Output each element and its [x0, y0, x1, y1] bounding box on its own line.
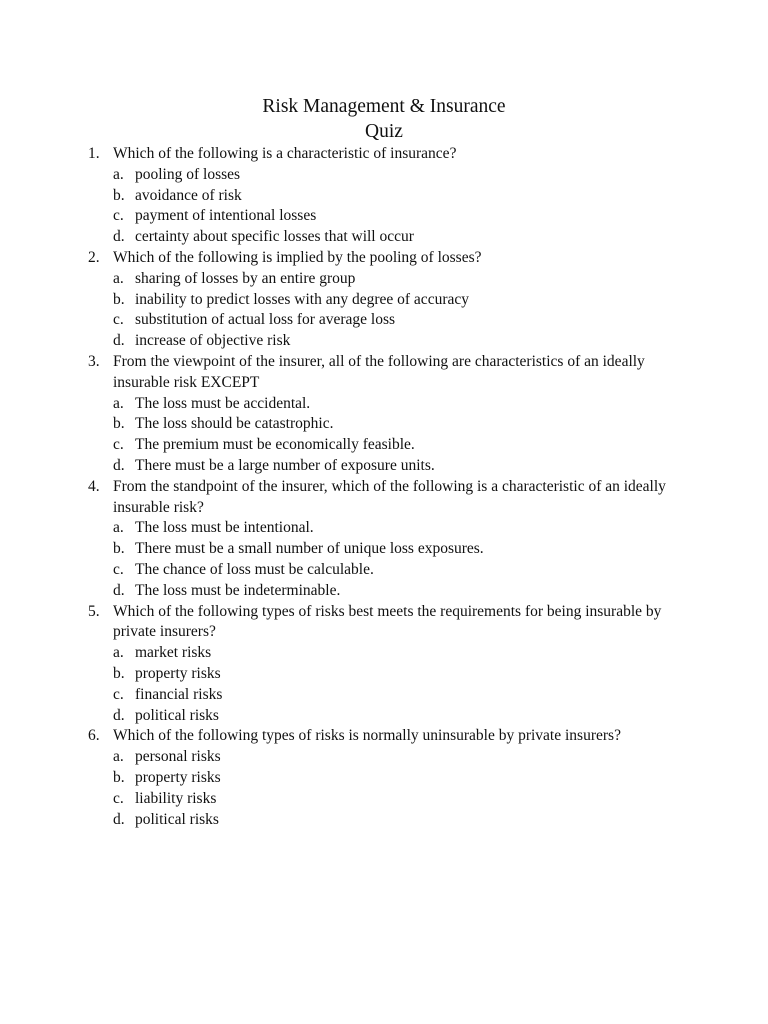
option-a	[113, 747, 688, 768]
option-label: d.	[113, 706, 125, 724]
option-list	[88, 394, 688, 477]
option-text: The loss must be accidental.	[135, 394, 311, 412]
option-text: financial risks	[135, 685, 223, 703]
option-text: substitution of actual loss for average loss	[135, 311, 396, 329]
document-title: Risk Management & Insurance	[262, 96, 506, 117]
option-d	[113, 706, 688, 727]
option-a	[113, 394, 688, 415]
option-text: There must be a large number of exposure units.	[135, 456, 435, 474]
option-d	[113, 227, 688, 248]
question-text: Which of the following types of risks best meets the requirements for being insurable by private insurers?	[113, 602, 662, 641]
option-label: a.	[113, 165, 124, 183]
question-text: From the standpoint of the insurer, which of the following is a characteristic of an ideally insurable risk?	[113, 477, 666, 516]
option-a	[113, 643, 688, 664]
option-b	[113, 768, 688, 789]
option-d	[113, 456, 688, 477]
question-text: Which of the following types of risks is normally uninsurable by private insurers?	[113, 727, 621, 745]
option-text: political risks	[135, 706, 219, 724]
option-c	[113, 206, 688, 227]
option-label: d.	[113, 581, 125, 599]
option-label: d.	[113, 332, 125, 350]
question-text: From the viewpoint of the insurer, all of the following are characteristics of an ideally insurable risk EXCEPT	[113, 352, 645, 391]
option-b	[113, 539, 688, 560]
option-c	[113, 789, 688, 810]
option-b	[113, 414, 688, 435]
question-4	[88, 477, 688, 602]
question-number: 4.	[88, 477, 100, 495]
option-label: c.	[113, 436, 124, 454]
option-label: b.	[113, 664, 125, 682]
option-text: personal risks	[135, 748, 221, 766]
option-d	[113, 581, 688, 602]
option-text: The loss should be catastrophic.	[135, 415, 334, 433]
option-text: pooling of losses	[135, 165, 241, 183]
option-label: c.	[113, 685, 124, 703]
option-label: a.	[113, 519, 124, 537]
question-number: 6.	[88, 727, 100, 745]
option-list	[88, 518, 688, 601]
option-c	[113, 435, 688, 456]
option-text: certainty about specific losses that will occur	[135, 228, 414, 246]
option-text: liability risks	[135, 789, 217, 807]
option-text: There must be a small number of unique loss exposures.	[135, 540, 484, 558]
option-text: sharing of losses by an entire group	[135, 269, 356, 287]
option-list	[88, 747, 688, 830]
option-c	[113, 310, 688, 331]
option-text: The loss must be indeterminable.	[135, 581, 341, 599]
question-5	[88, 602, 688, 727]
document-subtitle: Quiz	[365, 121, 403, 142]
option-label: b.	[113, 540, 125, 558]
option-list	[88, 643, 688, 726]
option-a	[113, 518, 688, 539]
option-text: The loss must be intentional.	[135, 519, 314, 537]
question-text: Which of the following is implied by the pooling of losses?	[113, 248, 482, 266]
question-list	[88, 144, 688, 830]
option-label: b.	[113, 186, 125, 204]
option-b	[113, 290, 688, 311]
option-c	[113, 685, 688, 706]
question-2	[88, 248, 688, 352]
option-text: The premium must be economically feasible.	[135, 436, 415, 454]
option-text: avoidance of risk	[135, 186, 242, 204]
option-label: a.	[113, 748, 124, 766]
option-text: political risks	[135, 810, 219, 828]
option-list	[88, 165, 688, 248]
option-c	[113, 560, 688, 581]
option-label: b.	[113, 415, 125, 433]
option-text: increase of objective risk	[135, 332, 291, 350]
option-label: d.	[113, 228, 125, 246]
question-1	[88, 144, 688, 248]
question-number: 5.	[88, 602, 100, 620]
question-number: 3.	[88, 352, 100, 370]
option-b	[113, 186, 688, 207]
question-6	[88, 726, 688, 830]
option-list	[88, 269, 688, 352]
option-text: market risks	[135, 644, 212, 662]
option-label: c.	[113, 560, 124, 578]
option-label: c.	[113, 789, 124, 807]
option-label: c.	[113, 207, 124, 225]
option-label: a.	[113, 394, 124, 412]
option-text: The chance of loss must be calculable.	[135, 560, 374, 578]
option-text: inability to predict losses with any degree of accuracy	[135, 290, 469, 308]
option-text: property risks	[135, 768, 221, 786]
option-text: property risks	[135, 664, 221, 682]
question-3	[88, 352, 688, 477]
option-text: payment of intentional losses	[135, 207, 317, 225]
option-label: d.	[113, 456, 125, 474]
option-label: c.	[113, 311, 124, 329]
question-number: 1.	[88, 145, 100, 162]
option-label: a.	[113, 644, 124, 662]
question-number: 2.	[88, 248, 100, 266]
option-b	[113, 664, 688, 685]
option-d	[113, 810, 688, 831]
option-a	[113, 269, 688, 290]
option-label: b.	[113, 768, 125, 786]
question-text: Which of the following is a characteristic of insurance?	[113, 145, 457, 162]
option-label: b.	[113, 290, 125, 308]
option-label: d.	[113, 810, 125, 828]
option-a	[113, 165, 688, 186]
option-label: a.	[113, 269, 124, 287]
option-d	[113, 331, 688, 352]
